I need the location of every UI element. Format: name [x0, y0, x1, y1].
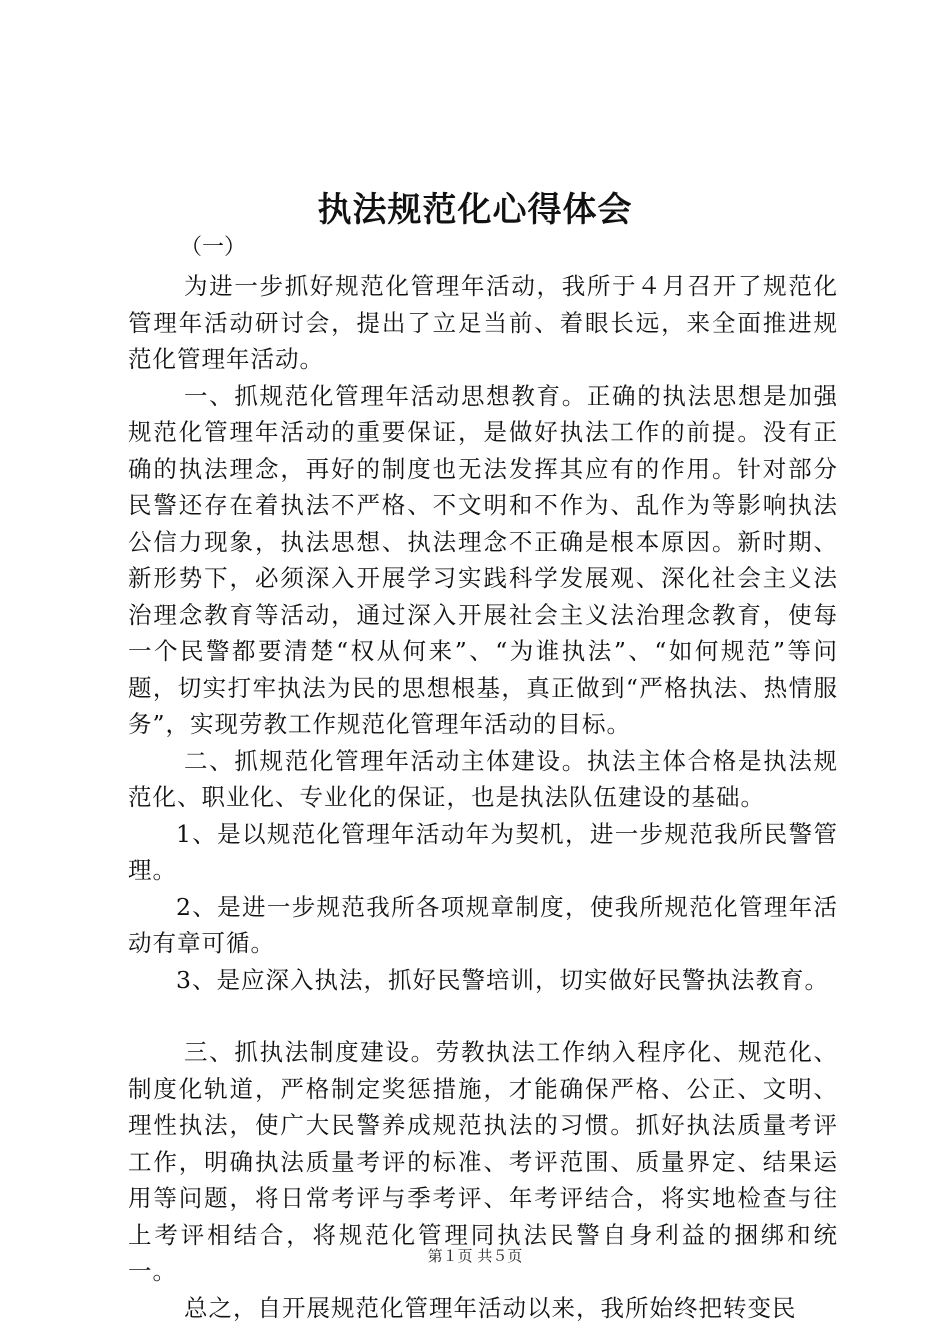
list-item-3: 3、是应深入执法，抓好民警培训，切实做好民警执法教育。: [176, 965, 829, 994]
paragraph-spacer: [128, 998, 838, 1034]
section-marker: （一）: [180, 235, 247, 260]
paragraph-summary: 总之，自开展规范化管理年活动以来，我所始终把转变民: [184, 1293, 797, 1322]
list-item-2: 2、是进一步规范我所各项规章制度，使我所规范化管理年活动有章可循。: [128, 892, 838, 957]
paragraph-section-2: 二、抓规范化管理年活动主体建设。执法主体合格是执法规范化、职业化、专业化的保证，也是执法队伍建设的基础。: [128, 746, 838, 811]
page-footer: 第１页 共５页: [427, 1247, 523, 1265]
page-title: 执法规范化心得体会: [317, 190, 633, 230]
paragraph-section-3: 三、抓执法制度建设。劳教执法工作纳入程序化、规范化、制度化轨道，严格制定奖惩措施，才能确保严格、公正、文明、理性执法，使广大民警养成规范执法的习惯。抓好执法质量考评工作，明确执法质量考评的标准、考评范围、质量界定、结果运用等问题，将日常考评与季考评、年考评结合，将实地检查与往上考评相结合，将规范化管理同执法民警自身利益的捆绑和统一。: [128, 1038, 838, 1285]
document-body: [128, 268, 838, 1326]
paragraph-intro: 为进一步抓好规范化管理年活动，我所于４月召开了规范化管理年活动研讨会，提出了立足当前、着眼长远，来全面推进规范化管理年活动。: [128, 272, 838, 373]
paragraph-section-1: 一、抓规范化管理年活动思想教育。正确的执法思想是加强规范化管理年活动的重要保证，是做好执法工作的前提。没有正确的执法理念，再好的制度也无法发挥其应有的作用。针对部分民警还存在着执法不严格、不文明和不作为、乱作为等影响执法公信力现象，执法思想、执法理念不正确是根本原因。新时期、新形势下，必须深入开展学习实践科学发展观、深化社会主义法治理念教育等活动，通过深入开展社会主义法治理念教育，使每一个民警都要清楚“权从何来”、“为谁执法”、“如何规范”等问题，切实打牢执法为民的思想根基，真正做到“严格执法、热情服务”，实现劳教工作规范化管理年活动的目标。: [128, 381, 838, 738]
list-item-1: 1、是以规范化管理年活动年为契机，进一步规范我所民警管理。: [128, 819, 838, 884]
